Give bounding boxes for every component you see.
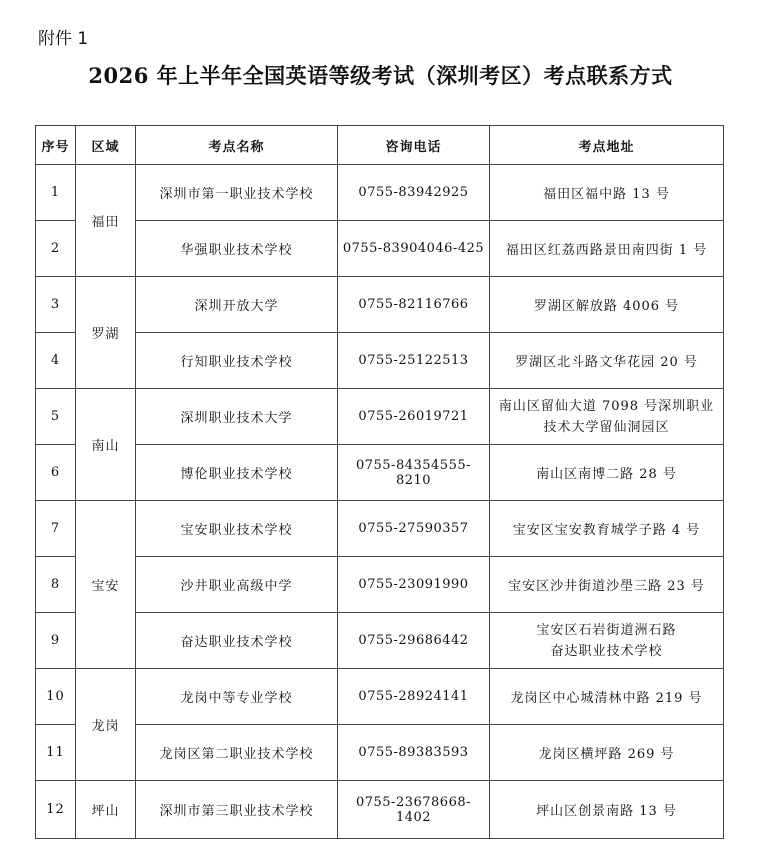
row-phone: 0755-27590357 xyxy=(338,501,490,557)
row-phone: 0755-23678668-1402 xyxy=(338,781,490,839)
row-phone: 0755-83904046-425 xyxy=(338,221,490,277)
row-phone: 0755-89383593 xyxy=(338,725,490,781)
row-phone: 0755-83942925 xyxy=(338,165,490,221)
row-address xyxy=(490,613,724,669)
table-row xyxy=(36,669,724,725)
row-site-name: 深圳开放大学 xyxy=(136,277,338,333)
row-address: 南山区南博二路 28 号 xyxy=(490,445,724,501)
row-address: 宝安区沙井街道沙壆三路 23 号 xyxy=(490,557,724,613)
table-header-row xyxy=(36,126,724,165)
header-site-name: 考点名称 xyxy=(136,126,338,165)
row-phone: 0755-82116766 xyxy=(338,277,490,333)
table-row xyxy=(36,557,724,613)
table-row xyxy=(36,613,724,669)
row-index: 8 xyxy=(36,557,76,613)
row-address: 福田区福中路 13 号 xyxy=(490,165,724,221)
row-site-name: 深圳职业技术大学 xyxy=(136,389,338,445)
document-title: 2026 年上半年全国英语等级考试（深圳考区）考点联系方式 xyxy=(88,63,673,88)
attachment-label: 附件 1 xyxy=(38,29,89,49)
row-region: 罗湖 xyxy=(76,277,136,389)
row-address: 罗湖区北斗路文华花园 20 号 xyxy=(490,333,724,389)
row-site-name: 华强职业技术学校 xyxy=(136,221,338,277)
address-line-2: 奋达职业技术学校 xyxy=(550,643,663,659)
header-index: 序号 xyxy=(36,126,76,165)
row-index: 1 xyxy=(36,165,76,221)
row-address: 福田区红荔西路景田南四街 1 号 xyxy=(490,221,724,277)
table-row xyxy=(36,277,724,333)
row-site-name: 沙井职业高级中学 xyxy=(136,557,338,613)
table-row xyxy=(36,165,724,221)
row-site-name: 奋达职业技术学校 xyxy=(136,613,338,669)
row-index: 7 xyxy=(36,501,76,557)
header-region: 区域 xyxy=(76,126,136,165)
row-region: 福田 xyxy=(76,165,136,277)
row-phone: 0755-23091990 xyxy=(338,557,490,613)
row-site-name: 宝安职业技术学校 xyxy=(136,501,338,557)
row-index: 5 xyxy=(36,389,76,445)
row-index: 10 xyxy=(36,669,76,725)
row-region: 坪山 xyxy=(76,781,136,839)
row-site-name: 龙岗中等专业学校 xyxy=(136,669,338,725)
row-address: 坪山区创景南路 13 号 xyxy=(490,781,724,839)
row-site-name: 行知职业技术学校 xyxy=(136,333,338,389)
row-address: 龙岗区中心城清林中路 219 号 xyxy=(490,669,724,725)
exam-sites-table xyxy=(35,125,724,839)
row-index: 6 xyxy=(36,445,76,501)
table-row xyxy=(36,389,724,445)
row-index: 2 xyxy=(36,221,76,277)
row-phone: 0755-29686442 xyxy=(338,613,490,669)
row-index: 9 xyxy=(36,613,76,669)
address-line-1: 宝安区石岩街道洲石路 xyxy=(536,622,677,638)
table-row xyxy=(36,333,724,389)
row-index: 12 xyxy=(36,781,76,839)
table-row xyxy=(36,725,724,781)
table-row xyxy=(36,221,724,277)
row-region: 南山 xyxy=(76,389,136,501)
row-index: 11 xyxy=(36,725,76,781)
row-address: 宝安区宝安教育城学子路 4 号 xyxy=(490,501,724,557)
header-phone: 咨询电话 xyxy=(338,126,490,165)
row-index: 3 xyxy=(36,277,76,333)
row-site-name: 深圳市第一职业技术学校 xyxy=(136,165,338,221)
row-site-name: 博伦职业技术学校 xyxy=(136,445,338,501)
row-address xyxy=(490,389,724,445)
row-site-name: 龙岗区第二职业技术学校 xyxy=(136,725,338,781)
header-address: 考点地址 xyxy=(490,126,724,165)
row-phone: 0755-28924141 xyxy=(338,669,490,725)
row-address: 罗湖区解放路 4006 号 xyxy=(490,277,724,333)
address-line-2: 技术大学留仙洞园区 xyxy=(543,419,670,435)
row-address: 龙岗区横坪路 269 号 xyxy=(490,725,724,781)
row-region: 龙岗 xyxy=(76,669,136,781)
address-line-1: 南山区留仙大道 7098 号深圳职业 xyxy=(498,398,715,414)
row-region: 宝安 xyxy=(76,501,136,669)
row-phone: 0755-25122513 xyxy=(338,333,490,389)
table-row xyxy=(36,501,724,557)
row-phone: 0755-84354555-8210 xyxy=(338,445,490,501)
row-phone: 0755-26019721 xyxy=(338,389,490,445)
table-row xyxy=(36,781,724,839)
row-index: 4 xyxy=(36,333,76,389)
table-row xyxy=(36,445,724,501)
row-site-name: 深圳市第三职业技术学校 xyxy=(136,781,338,839)
